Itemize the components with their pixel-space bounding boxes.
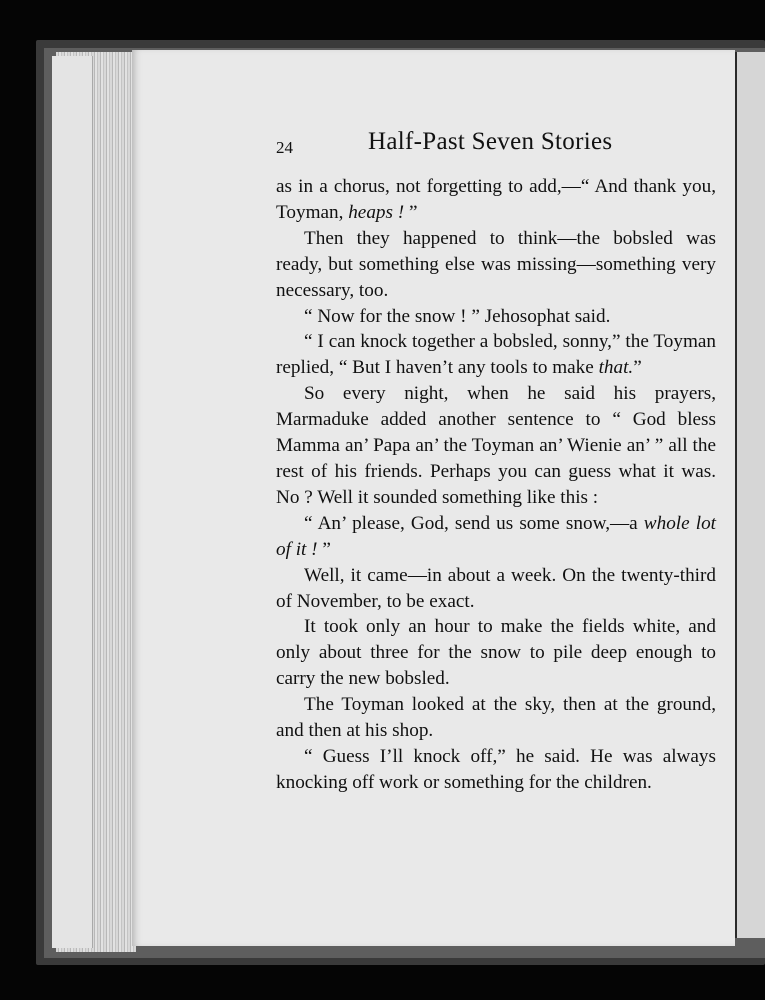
text-run: The Toyman looked at the sky, then at the ground, and then at his shop. bbox=[276, 694, 716, 742]
paragraph bbox=[276, 692, 716, 744]
italic-text: whole lot of it ! bbox=[276, 512, 716, 560]
paragraph bbox=[276, 744, 716, 796]
text-run: So every night, when he said his prayers, Marmaduke added another sentence to “ God bless Mamma an’ Papa an’ the Toyman an’ Wienie an’ ” all the rest of his friends. Perhaps you can guess what it was. No ? Well it sounded something like this : bbox=[276, 383, 716, 508]
text-run: “ I can knock together a bobsled, sonny,” the Toyman replied, “ But I haven’t any tools to make bbox=[276, 331, 716, 379]
paragraph bbox=[276, 304, 716, 330]
page-edge-outer bbox=[52, 56, 93, 948]
text-run: Then they happened to think—the bobsled was ready, but something else was missing—something very necessary, too. bbox=[276, 227, 716, 301]
text-run: ” bbox=[633, 357, 642, 379]
text-run: “ Now for the snow ! ” Jehosophat said. bbox=[304, 305, 611, 327]
paragraph bbox=[276, 226, 716, 304]
text-run: “ An’ please, God, send us some snow,—a bbox=[304, 512, 644, 534]
body-text bbox=[276, 174, 716, 796]
text-run: It took only an hour to make the fields white, and only about three for the snow to pile deep enough to carry the new bobsled. bbox=[276, 616, 716, 690]
paragraph bbox=[276, 174, 716, 226]
text-run: Well, it came—in about a week. On the twenty-third of November, to be exact. bbox=[276, 564, 716, 612]
facing-page-edge bbox=[735, 52, 765, 938]
italic-text: heaps ! bbox=[348, 201, 409, 223]
paragraph bbox=[276, 381, 716, 511]
paragraph bbox=[276, 563, 716, 615]
italic-text: that. bbox=[598, 357, 634, 379]
page-header bbox=[276, 128, 716, 168]
paragraph bbox=[276, 614, 716, 692]
paragraph bbox=[276, 329, 716, 381]
paragraph bbox=[276, 511, 716, 563]
running-title: Half-Past Seven Stories bbox=[368, 128, 613, 155]
text-run: as in a chorus, not forgetting to add,—“ And thank you, Toyman, bbox=[276, 176, 716, 223]
text-run: “ Guess I’ll knock off,” he said. He was always knocking off work or something for the children. bbox=[276, 745, 716, 793]
text-run: ” bbox=[322, 538, 331, 560]
text-run: ” bbox=[408, 201, 418, 223]
page-number: 24 bbox=[276, 138, 293, 157]
